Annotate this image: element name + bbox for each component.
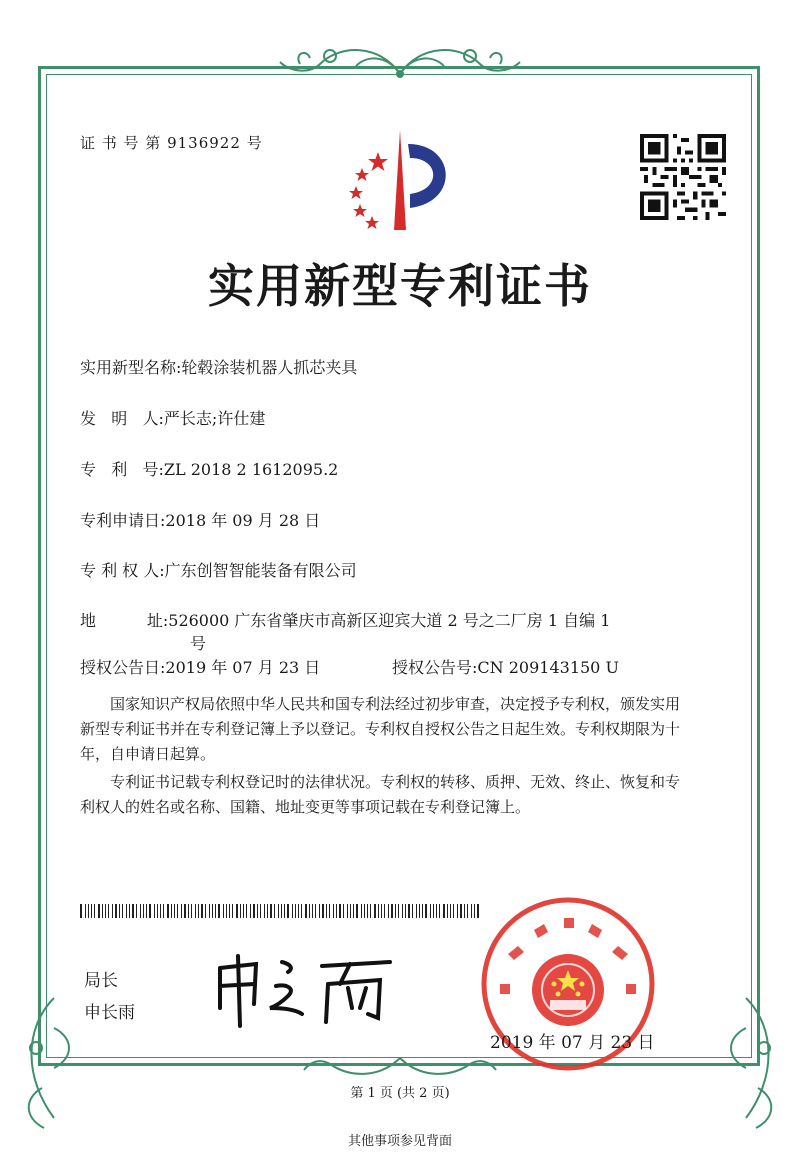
corner-ornament-icon bbox=[706, 988, 786, 1138]
page-number: 第 1 页 (共 2 页) bbox=[350, 1086, 450, 1101]
patentee-value: 广东创智智能装备有限公司 bbox=[164, 561, 357, 580]
signatory-title: 局长 bbox=[84, 971, 118, 991]
inventor-value: 严长志;许仕建 bbox=[163, 409, 266, 428]
field-address bbox=[80, 610, 610, 632]
bottom-ornament-icon bbox=[300, 1052, 500, 1082]
paragraph-line: 年，自申请日起算。 bbox=[80, 745, 216, 763]
signatory-name: 申长雨 bbox=[84, 1003, 135, 1023]
paragraph-legal-status bbox=[80, 770, 720, 820]
address-line2: 号 bbox=[190, 634, 207, 653]
cert-no-value: 9136922 bbox=[167, 134, 241, 152]
field-apply-date bbox=[80, 510, 320, 532]
qr-code-icon bbox=[640, 134, 726, 220]
field-patentee bbox=[80, 560, 357, 582]
field-inventor bbox=[80, 408, 265, 430]
paragraph-line: 新型专利证书并在专利登记簿上予以登记。专利权自授权公告之日起生效。专利权期限为十 bbox=[80, 720, 681, 738]
paragraph-grant-statement bbox=[80, 692, 720, 767]
top-ornament-icon bbox=[270, 34, 530, 84]
model-name-value: 轮毂涂装机器人抓芯夹具 bbox=[181, 358, 358, 377]
field-model-name bbox=[80, 357, 357, 379]
footer-note: 其他事项参见背面 bbox=[347, 1134, 452, 1149]
inventor-label: 发 明 人: bbox=[80, 409, 164, 428]
patent-office-logo-icon bbox=[338, 124, 468, 236]
barcode-icon bbox=[80, 904, 480, 918]
field-patent-number bbox=[80, 459, 338, 481]
paragraph-line: 利权人的姓名或名称、国籍、地址变更等事项记载在专利登记簿上。 bbox=[80, 798, 531, 816]
address-label: 地 址: bbox=[80, 611, 169, 630]
patent-no-value: ZL 2018 2 1612095.2 bbox=[163, 460, 339, 479]
grant-date-value: 2019 年 07 月 23 日 bbox=[165, 658, 321, 677]
grant-no-label: 授权公告号: bbox=[392, 658, 478, 677]
grant-date-label: 授权公告日: bbox=[80, 658, 166, 677]
model-name-label: 实用新型名称: bbox=[80, 358, 182, 377]
corner-ornament-icon bbox=[14, 988, 94, 1138]
signature-icon bbox=[210, 948, 400, 1028]
address-line1: 526000 广东省肇庆市高新区迎宾大道 2 号之二厂房 1 自编 1 bbox=[168, 611, 611, 630]
patent-no-label: 专 利 号: bbox=[80, 460, 164, 479]
cert-no-suffix: 号 bbox=[246, 134, 263, 152]
grant-no-value: CN 209143150 U bbox=[477, 658, 619, 677]
apply-date-label: 专利申请日: bbox=[80, 511, 166, 530]
certificate-number bbox=[80, 132, 263, 153]
patentee-label: 专 利 权 人: bbox=[80, 561, 165, 580]
field-grant-date bbox=[80, 657, 320, 679]
cert-no-label: 证 书 号 第 bbox=[80, 134, 162, 152]
seal-date: 2019 年 07 月 23 日 bbox=[490, 1033, 655, 1053]
certificate-title: 实用新型专利证书 bbox=[208, 259, 592, 313]
field-grant-number bbox=[392, 657, 619, 679]
paragraph-line: 国家知识产权局依照中华人民共和国专利法经过初步审查，决定授予专利权，颁发实用 bbox=[110, 695, 681, 713]
apply-date-value: 2018 年 09 月 28 日 bbox=[165, 511, 321, 530]
paragraph-line: 专利证书记载专利权登记时的法律状况。专利权的转移、质押、无效、终止、恢复和专 bbox=[110, 773, 681, 791]
